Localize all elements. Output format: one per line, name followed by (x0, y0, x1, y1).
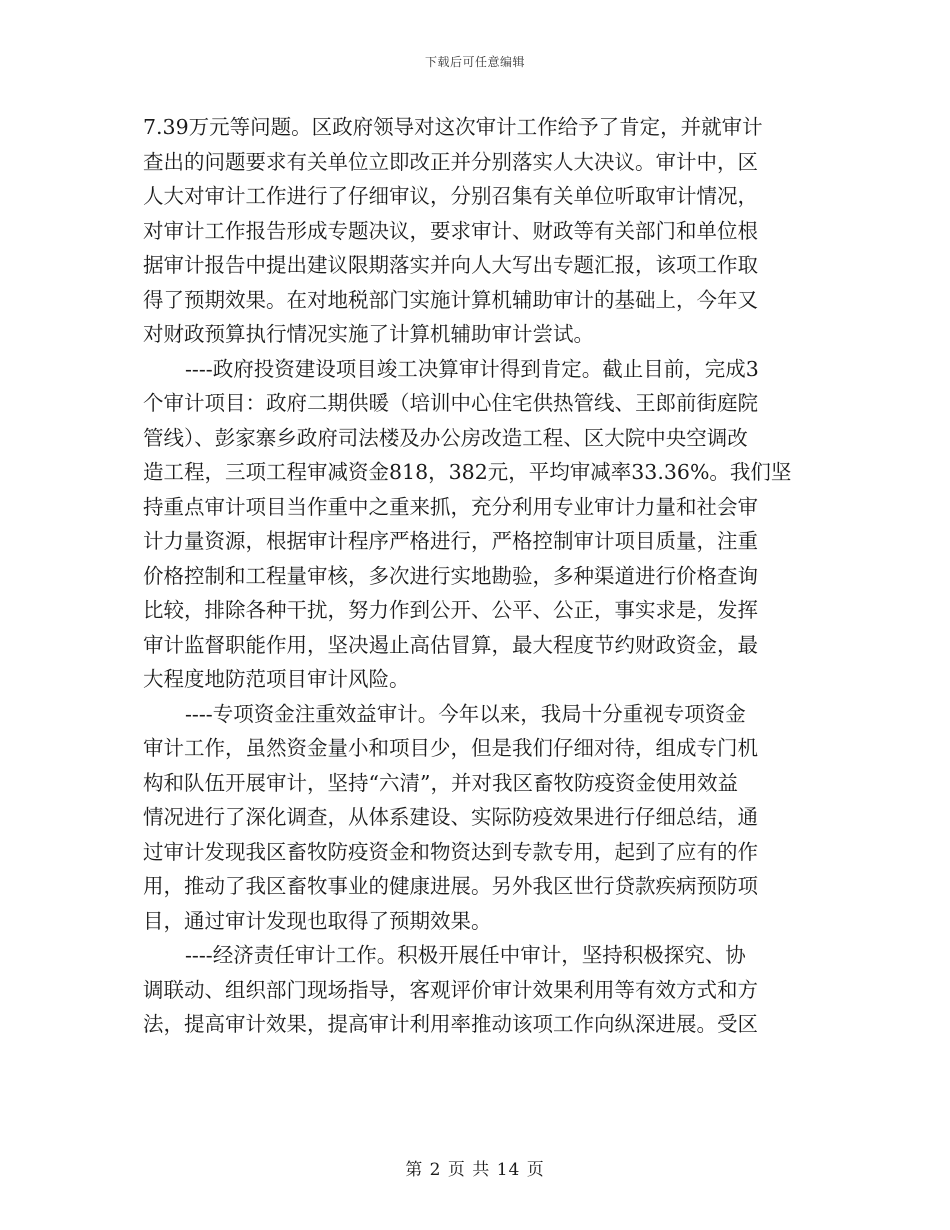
text-line: 对财政预算执行情况实施了计算机辅助审计尝试。 (143, 322, 594, 346)
text-line: 个审计项目：政府二期供暖（培训中心住宅供热管线、王郎前街庭院 (143, 391, 758, 415)
text-line: 人大对审计工作进行了仔细审议，分别召集有关单位听取审计情况， (143, 184, 758, 208)
document-body (143, 110, 813, 1042)
text-line: 过审计发现我区畜牧防疫资金和物资达到专款专用，起到了应有的作 (143, 839, 758, 864)
text-line: 管线）、彭家寨乡政府司法楼及办公房改造工程、区大院中央空调改 (143, 425, 748, 450)
text-line: ----经济责任审计工作。积极开展任中审计，坚持积极探究、协 (185, 943, 746, 967)
text-line: 比较，排除各种干扰，努力作到公开、公平、公正，事实求是，发挥 (143, 598, 758, 622)
text-line: 用，推动了我区畜牧事业的健康进展。另外我区世行贷款疾病预防项 (143, 874, 758, 898)
text-line: 目，通过审计发现也取得了预期效果。 (143, 908, 492, 933)
text-line: ----专项资金注重效益审计。今年以来，我局十分重视专项资金 (185, 701, 746, 726)
paragraph-3 (143, 697, 813, 939)
text-line: 情况进行了深化调查，从体系建设、实际防疫效果进行仔细总结，通 (143, 805, 758, 829)
paragraph-4 (143, 938, 813, 1042)
page-number-footer: 第 2 页 共 14 页 (405, 1160, 545, 1180)
text-line: 据审计报告中提出建议限期落实并向人大写出专题汇报，该项工作取 (143, 253, 758, 277)
paragraph-1 (143, 110, 813, 352)
text-line: 查出的问题要求有关单位立即改正并分别落实人大决议。审计中，区 (143, 149, 758, 174)
text-line: 调联动、组织部门现场指导，客观评价审计效果利用等有效方式和方 (143, 977, 758, 1002)
text-line: 得了预期效果。在对地税部门实施计算机辅助审计的基础上，今年又 (143, 287, 758, 312)
text-line: 价格控制和工程量审核，多次进行实地勘验，多种渠道进行价格查询 (143, 563, 758, 588)
text-line: 计力量资源，根据审计程序严格进行，严格控制审计项目质量，注重 (143, 529, 758, 553)
text-line: 7.39万元等问题。区政府领导对这次审计工作给予了肯定，并就审计 (143, 115, 763, 139)
text-line: 对审计工作报告形成专题决议，要求审计、财政等有关部门和单位根 (143, 218, 758, 243)
text-line: 造工程，三项工程审减资金818，382元，平均审减率33.36%。我们坚 (143, 460, 792, 484)
text-line: 审计工作，虽然资金量小和项目少，但是我们仔细对待，组成专门机 (143, 736, 758, 760)
text-line: 法，提高审计效果，提高审计利用率推动该项工作向纵深进展。受区 (143, 1012, 758, 1036)
text-line: 构和队伍开展审计，坚持“六清”，并对我区畜牧防疫资金使用效益 (143, 770, 738, 795)
text-line: 审计监督职能作用，坚决遏止高估冒算，最大程度节约财政资金，最 (143, 632, 758, 657)
text-line: 持重点审计项目当作重中之重来抓，充分利用专业审计力量和社会审 (143, 494, 758, 519)
text-line: 大程度地防范项目审计风险。 (143, 667, 410, 691)
header-note: 下载后可任意编辑 (424, 55, 525, 69)
text-line: ----政府投资建设项目竣工决算审计得到肯定。截止目前，完成3 (185, 356, 759, 381)
paragraph-2 (143, 352, 813, 697)
